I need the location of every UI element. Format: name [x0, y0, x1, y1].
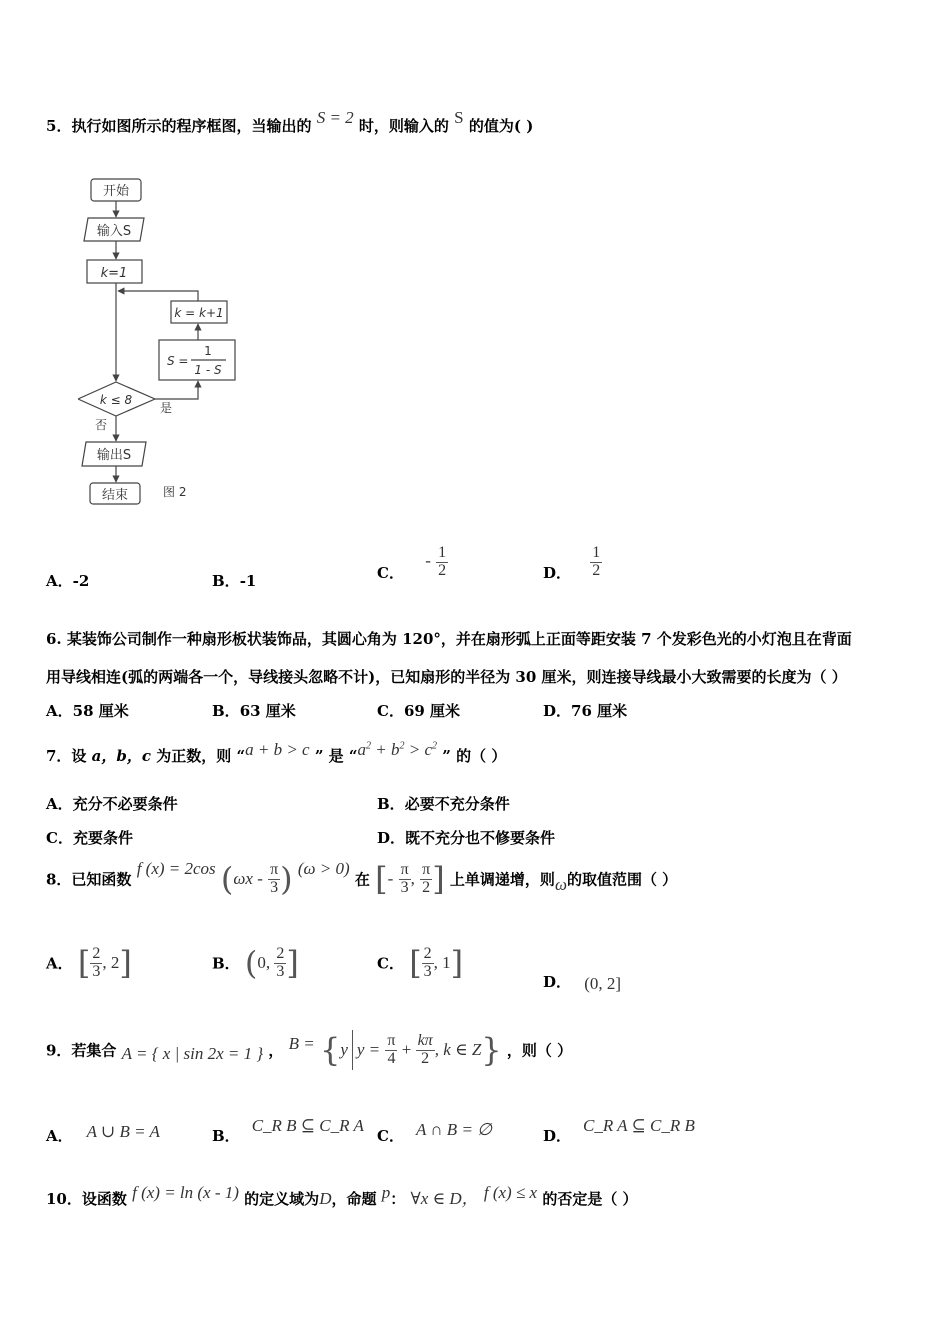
q9-option-a[interactable]: A． A ∪ B = A	[46, 1122, 160, 1145]
flow-update-k-label: k = k+1	[174, 306, 224, 320]
q9-option-d[interactable]: D．C_R A ⊆ C_R B	[543, 1116, 695, 1145]
q8-option-c[interactable]: C． [ $\frac{2}{3}$ , 1]	[377, 944, 464, 982]
q10-function: f (x) = ln (x - 1)	[132, 1183, 239, 1202]
flow-assign-s-num: 1	[204, 344, 212, 358]
q7-condition-1: a + b > c	[245, 740, 310, 759]
flow-no-label: 否	[95, 418, 108, 432]
q7-option-b[interactable]: B．必要不充分条件	[377, 795, 510, 813]
q9-set-a: A = { x | sin 2x = 1 }	[121, 1044, 264, 1063]
q8-stem: 8．已知函数 f (x) = 2cos (ωx - $\frac{\pi}{3}$ ) (ω > 0) 在 [- $\frac{\pi}{3}$ , $\frac{\pi}{2}$ ] 上单调递增，则ω的取值范围（ ）	[46, 859, 678, 898]
option-value: -2	[72, 572, 90, 590]
flow-end-label: 结束	[101, 488, 129, 503]
option-value: -1	[239, 572, 257, 590]
q5-text-a: 执行如图所示的程序框图，当输出的	[71, 117, 312, 135]
q9-stem: 9．若集合 A = { x | sin 2x = 1 } ， B = {y y = $\frac{\pi}{4}$ + $\frac{k\pi}{2}$ , k ∈ Z} ，则（ ）	[46, 1031, 573, 1069]
option-fraction: $\frac{1}{2}$	[438, 544, 447, 579]
flowchart-figure	[78, 172, 278, 512]
q6-option-b[interactable]: B．63 厘米	[212, 702, 296, 720]
flow-init-label: k=1	[100, 266, 128, 281]
q5-option-d[interactable]	[543, 544, 602, 583]
q5-math-a: S = 2	[316, 108, 354, 127]
q9-option-b[interactable]: B．C_R B ⊆ C_R A	[212, 1116, 364, 1145]
option-sign: -	[425, 551, 431, 571]
flow-input-label: 输入S	[96, 224, 132, 239]
flow-start-label: 开始	[102, 184, 130, 199]
q7-option-a[interactable]: A．充分不必要条件	[46, 795, 178, 813]
flow-assign-s-left: S =	[167, 354, 189, 368]
q6-option-d[interactable]: D．76 厘米	[543, 702, 628, 720]
q6-option-c[interactable]: C．69 厘米	[377, 702, 461, 720]
option-fraction: $\frac{1}{2}$	[592, 544, 601, 579]
q5-text-b: 时，则输入的	[358, 117, 449, 135]
q7-option-d[interactable]: D．既不充分也不修要条件	[377, 829, 556, 847]
q7-stem: 7．设 a，b，c 为正数，则 “a + b > c ” 是 “$a^2 + b^2 > c^2$ ” 的（ ）	[46, 740, 507, 765]
q6-stem-line2: 用导线相连(弧的两端各一个，导线接头忽略不计)，已知扇形的半径为 30 厘米，则连接导线最小大致需要的长度为（ ）	[46, 668, 847, 686]
q10-stem: 10．设函数 f (x) = ln (x - 1) 的定义域为D，命题 p： ∀x ∈ D， f (x) ≤ x 的否定是（ ）	[46, 1183, 638, 1208]
option-label: D．	[543, 564, 572, 583]
q6-option-a[interactable]: A．58 厘米	[46, 702, 129, 720]
q5-option-c[interactable]	[377, 544, 448, 583]
option-label: C．	[377, 564, 404, 583]
q8-option-a[interactable]: A． [ $\frac{2}{3}$ , 2]	[46, 944, 132, 982]
q9-option-c[interactable]: C． A ∩ B = ∅	[377, 1120, 492, 1145]
option-label: B．	[212, 572, 240, 590]
q7-option-c[interactable]: C．充要条件	[46, 829, 133, 847]
flow-caption: 图 2	[163, 485, 187, 499]
q8-option-d[interactable]: D． (0, 2]	[543, 973, 622, 993]
q5-math-b: S	[454, 108, 464, 127]
q8-function: f (x) = 2cos	[136, 859, 216, 878]
flow-output-label: 输出S	[96, 448, 132, 463]
option-label: A．	[46, 572, 73, 590]
q5-text-c: 的值为( )	[468, 117, 534, 135]
q7-condition-2: $a^2 + b^2 > c^2$	[357, 740, 438, 759]
flow-assign-s-den: 1 - S	[194, 363, 222, 377]
q5-option-a[interactable]	[46, 570, 89, 591]
flow-yes-label: 是	[160, 401, 173, 415]
q5-stem: 5．执行如图所示的程序框图，当输出的 S = 2 时，则输入的 S 的值为( )	[46, 108, 534, 135]
q5-option-b[interactable]	[212, 570, 256, 591]
q8-option-b[interactable]: B． (0, $\frac{2}{3}$ ]	[212, 944, 299, 982]
q5-number: 5	[46, 117, 57, 135]
flow-condition-label: k ≤ 8	[99, 393, 133, 407]
q6-stem-line1: 6. 某装饰公司制作一种扇形板状装饰品，其圆心角为 120°，并在扇形弧上正面等距安装 7 个发彩色光的小灯泡且在背面	[46, 630, 852, 648]
